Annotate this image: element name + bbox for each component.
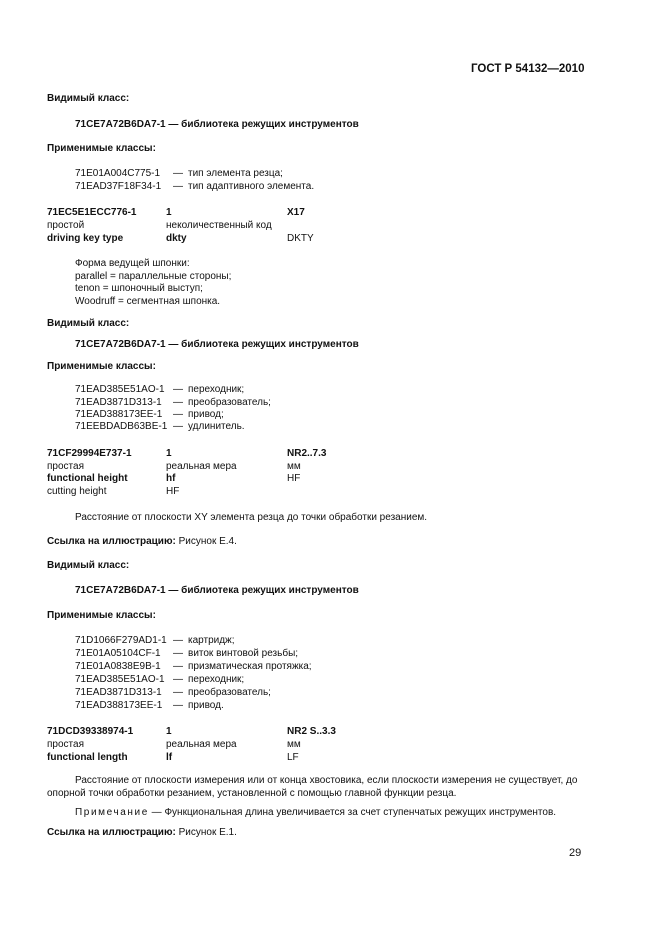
applicable-class-desc: тип адаптивного элемента. (188, 181, 315, 192)
dash: — (173, 661, 183, 672)
visible-class-label: Видимый класс: (47, 560, 130, 571)
visible-class-label: Видимый класс: (47, 318, 130, 329)
applicable-class-desc: тип элемента резца; (188, 168, 283, 179)
record-unit: NR2..7.3 (287, 448, 327, 459)
record-code: 71DCD39338974-1 (47, 726, 134, 737)
applicable-class-desc: переходник; (188, 384, 245, 395)
record-unit-secondary: мм (287, 461, 301, 472)
record-type: простая (47, 461, 84, 472)
figure-reference-value: Рисунок Е.1. (178, 827, 237, 838)
figure-reference (47, 827, 237, 839)
dash: — (173, 397, 183, 408)
record-count: 1 (166, 448, 172, 459)
applicable-class-code: 71EAD385E51AO-1 (75, 384, 165, 395)
record-count: 1 (166, 726, 172, 737)
description-line: Форма ведущей шпонки: (75, 258, 190, 269)
description-line: Расстояние от плоскости измерения или от конца хвостовика, если плоскости измерения не существует, до (75, 775, 578, 786)
record-symbol-upper: DKTY (287, 233, 314, 244)
note-label: Примечание (75, 807, 149, 818)
applicable-class-desc: привод; (188, 409, 224, 420)
record-alt-name: cutting height (47, 486, 107, 497)
applicable-class-desc: призматическая протяжка; (188, 661, 312, 672)
note (75, 807, 556, 819)
figure-reference-label: Ссылка на иллюстрацию: (47, 827, 176, 838)
dash: — (173, 421, 183, 432)
dash: — (173, 635, 183, 646)
visible-class-value: 71CE7A72B6DA7-1 — библиотека режущих инструментов (75, 585, 359, 596)
dash: — (173, 409, 183, 420)
visible-class-value: 71CE7A72B6DA7-1 — библиотека режущих инструментов (75, 339, 359, 350)
record-unit-secondary: мм (287, 739, 301, 750)
applicable-class-desc: переходник; (188, 674, 245, 685)
record-unit: X17 (287, 207, 305, 218)
applicable-class-desc: привод. (188, 700, 224, 711)
note-text: — Функциональная длина увеличивается за счет ступенчатых режущих инструментов. (151, 807, 557, 818)
dash: — (173, 384, 183, 395)
record-unit: NR2 S..3.3 (287, 726, 336, 737)
record-type: простая (47, 739, 84, 750)
record-measure-kind: реальная мера (166, 739, 237, 750)
figure-reference (47, 536, 237, 548)
record-symbol: dkty (166, 233, 187, 244)
dash: — (173, 687, 183, 698)
record-measure-kind: неколичественный код (166, 220, 272, 231)
record-type: простой (47, 220, 85, 231)
record-name-en: driving key type (47, 233, 124, 244)
record-name-en: functional length (47, 752, 128, 763)
description-line: parallel = параллельные стороны; (75, 271, 232, 282)
applicable-classes-label: Применимые классы: (47, 610, 156, 621)
applicable-class-desc: удлинитель. (188, 421, 245, 432)
record-measure-kind: реальная мера (166, 461, 237, 472)
dash: — (173, 168, 183, 179)
applicable-class-desc: преобразователь; (188, 397, 271, 408)
description-line: опорной точки обработки резанием, установленной с помощью главной функции резца. (47, 788, 457, 799)
record-symbol: hf (166, 473, 176, 484)
record-name-en: functional height (47, 473, 128, 484)
record-symbol: lf (166, 752, 173, 763)
record-symbol-upper: HF (287, 473, 301, 484)
figure-reference-label: Ссылка на иллюстрацию: (47, 536, 176, 547)
document-id: ГОСТ Р 54132—2010 (471, 63, 585, 75)
applicable-class-code: 71E01A004C775-1 (75, 168, 161, 179)
dash: — (173, 674, 183, 685)
description-line: Woodruff = сегментная шпонка. (75, 296, 221, 307)
dash: — (173, 648, 183, 659)
applicable-class-code: 71EAD3871D313-1 (75, 687, 162, 698)
figure-reference-value: Рисунок Е.4. (178, 536, 237, 547)
record-symbol-upper: LF (287, 752, 299, 763)
record-alt-symbol: HF (166, 486, 180, 497)
applicable-class-desc: виток винтовой резьбы; (188, 648, 299, 659)
page-number: 29 (569, 847, 582, 859)
applicable-class-desc: преобразователь; (188, 687, 271, 698)
applicable-class-code: 71EAD385E51AO-1 (75, 674, 165, 685)
applicable-class-desc: картридж; (188, 635, 235, 646)
record-code: 71CF29994E737-1 (47, 448, 132, 459)
applicable-class-code: 71EAD388173EE-1 (75, 700, 163, 711)
applicable-class-code: 71D1066F279AD1-1 (75, 635, 167, 646)
applicable-class-code: 71EEBDADB63BE-1 (75, 421, 168, 432)
record-count: 1 (166, 207, 172, 218)
record-code: 71EC5E1ECC776-1 (47, 207, 137, 218)
applicable-class-code: 71E01A0838E9B-1 (75, 661, 161, 672)
applicable-classes-label: Применимые классы: (47, 361, 156, 372)
applicable-class-code: 71EAD3871D313-1 (75, 397, 162, 408)
applicable-class-code: 71EAD37F18F34-1 (75, 181, 162, 192)
dash: — (173, 181, 183, 192)
visible-class-label: Видимый класс: (47, 93, 130, 104)
description: Расстояние от плоскости XY элемента резца до точки обработки резанием. (75, 512, 428, 523)
applicable-class-code: 71E01A05104CF-1 (75, 648, 161, 659)
applicable-class-code: 71EAD388173EE-1 (75, 409, 163, 420)
visible-class-value: 71CE7A72B6DA7-1 — библиотека режущих инструментов (75, 119, 359, 130)
dash: — (173, 700, 183, 711)
applicable-classes-label: Применимые классы: (47, 143, 156, 154)
description-line: tenon = шпоночный выступ; (75, 283, 203, 294)
